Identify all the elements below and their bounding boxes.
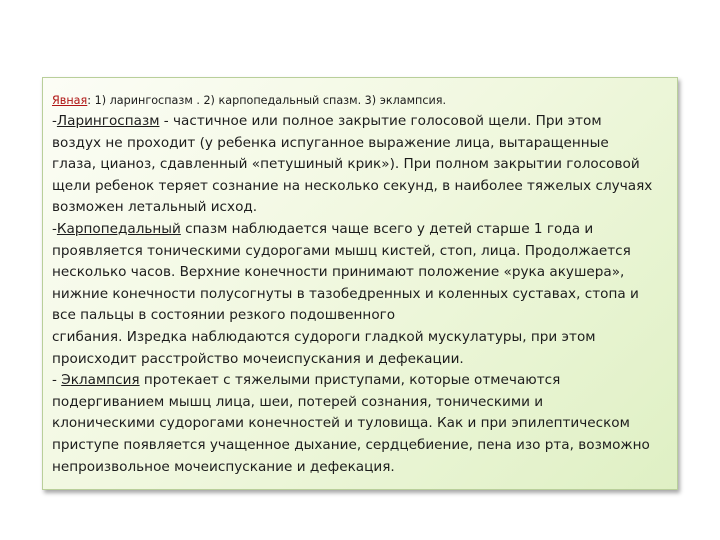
paragraph-text: протекает с тяжелыми приступами, которые отмечаются xyxy=(139,372,561,389)
paragraph-line: проявляется тоническими судорогами мышц кистей, стоп, лица. Продолжается xyxy=(52,242,631,259)
text-box xyxy=(42,77,678,490)
paragraph-text: - частичное или полное закрытие голосовой щели. При этом xyxy=(159,113,602,129)
paragraph-lead: - xyxy=(52,113,57,129)
paragraph-lead: - xyxy=(52,220,57,237)
paragraph-text: спазм наблюдается чаще всего у детей старше 1 года и xyxy=(180,220,594,237)
paragraph-line: воздух не проходит (у ребенка испуганное выражение лица, вытаращенные xyxy=(52,134,609,151)
paragraph-line: глаза, цианоз, сдавленный «петушиный крик»). При полном закрытии голосовой xyxy=(52,156,640,173)
paragraph-line xyxy=(52,370,669,392)
paragraph-line: происходит расстройство мочеиспускания и дефекации. xyxy=(52,350,464,367)
paragraph-line: подергиванием мышц лица, шеи, потерей сознания, тоническими и xyxy=(52,393,544,410)
intro-term: Явная xyxy=(52,94,88,107)
paragraph-line: нижние конечности полусогнуты в тазобедренных и коленных суставах, стопа и xyxy=(52,285,639,302)
paragraph-line: несколько часов. Верхние конечности принимают положение «рука акушера», xyxy=(52,264,625,281)
intro-line xyxy=(52,92,669,110)
paragraph-line xyxy=(52,111,669,133)
paragraph-line: сгибания. Изредка наблюдаются судороги гладкой мускулатуры, при этом xyxy=(52,328,596,345)
paragraph-line: непроизвольное мочеиспускание и дефекация. xyxy=(52,458,395,475)
paragraph-term: Эклампсия xyxy=(61,372,140,389)
paragraph-lead: - xyxy=(52,372,62,389)
paragraph-laryngospasm xyxy=(52,111,669,219)
paragraph-line: все пальцы в состоянии резкого подошвенного xyxy=(52,307,396,324)
intro-text: : 1) ларингоспазм . 2) карпопедальный спазм. 3) эклампсия. xyxy=(87,94,447,107)
paragraph-line: щели ребенок теряет сознание на несколько секунд, в наиболее тяжелых случаях xyxy=(52,177,653,194)
paragraph-term: Карпопедальный xyxy=(56,220,181,237)
paragraph-line: приступе появляется учащенное дыхание, сердцебиение, пена изо рта, возможно xyxy=(52,436,650,453)
paragraph-line: клоническими судорогами конечностей и туловища. Как и при эпилептическом xyxy=(52,415,630,432)
paragraph-line: возможен летальный исход. xyxy=(52,199,258,216)
paragraph-eclampsia xyxy=(52,370,669,478)
paragraph-term: Ларингоспазм xyxy=(56,113,160,129)
paragraph-carpopedal xyxy=(52,219,669,370)
paragraph-line xyxy=(52,219,669,241)
